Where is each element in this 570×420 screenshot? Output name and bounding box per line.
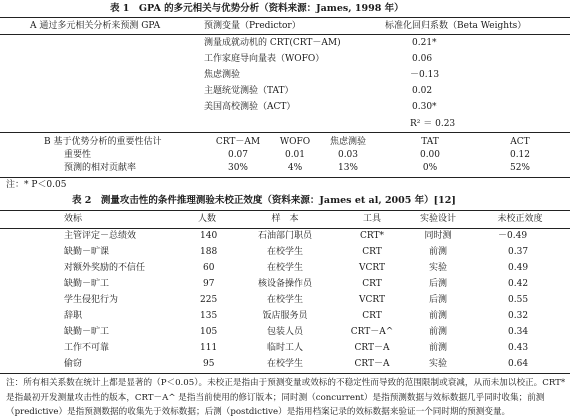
b-cell: 52% — [509, 163, 530, 173]
cell-instrument: VCRT — [358, 263, 385, 273]
b-cell: 4% — [287, 163, 303, 173]
b-cell: 0.03 — [337, 150, 359, 160]
col-header-sample: 样 本 — [271, 214, 299, 224]
cell-sample: 石油部门职员 — [257, 231, 312, 241]
cell-instrument: VCRT — [358, 295, 385, 305]
cell-validity: 0.37 — [508, 247, 529, 257]
cell-instrument: CRT — [362, 247, 382, 257]
beta-value: 0.21* — [412, 38, 437, 48]
cell-sample: 在校学生 — [266, 359, 303, 369]
col-header-criterion: 效标 — [64, 214, 83, 224]
section-b-label: B 基于优势分析的重要性估计 — [44, 137, 162, 147]
col-header-design: 实验设计 — [419, 214, 456, 224]
b-cell: 0% — [422, 163, 438, 173]
table2-note: 注：所有相关系数在统计上都是显著的（P＜0.05）。未校正是指由于预测变量或效标的不稳定性而导致的范围限制或衰减，从而未加以校正。CRT* 是指最初开发测量攻击性的版本，CRT－A^ 是指当前使用的修订版本；同时测（concurrent）是指预测数据与效标数据几乎同时收集；前测（predictive）是指预测数据的收集先于效标数据；后测（postdictive）是指用档案记录的效标数据来验证一个同时期的预测变量。 — [6, 378, 566, 417]
table2-title: 表 2 测量攻击性的条件推理测验未校正效度（资料来源：James et al, 2005 年）[12] — [72, 195, 456, 206]
predictor-label: 主题统觉测验（TAT） — [204, 86, 294, 96]
cell-n: 140 — [200, 231, 218, 241]
cell-criterion: 缺勤－旷工 — [64, 327, 110, 337]
cell-sample: 在校学生 — [266, 263, 303, 273]
cell-criterion: 对额外奖励的不信任 — [64, 263, 146, 273]
cell-validity: 0.55 — [508, 295, 529, 305]
cell-instrument: CRT — [362, 279, 382, 289]
cell-design: 前测 — [428, 247, 447, 257]
b-cell: 30% — [227, 163, 248, 173]
cell-n: 60 — [203, 263, 215, 273]
predictor-label: 测量成就动机的 CRT(CRT－AM) — [204, 38, 341, 48]
cell-n: 97 — [203, 279, 215, 289]
cell-validity: 0.64 — [508, 359, 529, 369]
cell-instrument: CRT — [362, 311, 382, 321]
table1-top-rule — [0, 17, 570, 18]
table1-header-left: A 通过多元相关分析来预测 GPA — [30, 21, 161, 31]
table1-header-predictor: 预测变量（Predictor） — [204, 21, 301, 31]
b-row-label: 预测的相对贡献率 — [64, 163, 137, 173]
cell-n: 188 — [200, 247, 218, 257]
b-cell: 0.12 — [509, 150, 531, 160]
cell-design: 前测 — [428, 327, 447, 337]
cell-instrument: CRT* — [359, 231, 384, 241]
cell-design: 同时测 — [424, 231, 452, 241]
b-cell: 0.00 — [419, 150, 441, 160]
cell-validity: 0.43 — [508, 343, 529, 353]
cell-criterion: 偷窃 — [64, 359, 83, 369]
b-row-label: 重要性 — [64, 150, 92, 160]
cell-validity: 0.42 — [508, 279, 529, 289]
col-header-instrument: 工具 — [362, 214, 381, 224]
cell-n: 111 — [200, 343, 218, 353]
cell-validity: 0.34 — [508, 327, 529, 337]
col-header-n: 人数 — [198, 214, 217, 224]
r-squared: R² ＝ 0.23 — [410, 119, 456, 129]
cell-sample: 在校学生 — [266, 247, 303, 257]
table1-section-rule — [0, 132, 570, 133]
cell-n: 135 — [200, 311, 218, 321]
beta-value: －0.13 — [410, 70, 440, 80]
predictor-label: 工作家庭导向量表（WOFO） — [204, 54, 325, 64]
table2-top-rule — [0, 210, 570, 211]
cell-n: 225 — [200, 295, 218, 305]
cell-design: 后测 — [428, 295, 447, 305]
cell-sample: 在校学生 — [266, 295, 303, 305]
table1-header-beta: 标准化回归系数（Beta Weights） — [385, 21, 527, 31]
cell-criterion: 工作不可靠 — [64, 343, 110, 353]
table1-note: 注：* P＜0.05 — [6, 180, 67, 190]
cell-criterion: 辞职 — [64, 311, 83, 321]
table1-header-rule — [0, 34, 570, 35]
table1-title: 表 1 GPA 的多元相关与优势分析（资料来源：James, 1998 年） — [110, 3, 404, 14]
predictor-label: 美国高校测验（ACT） — [204, 102, 296, 112]
beta-value: 0.06 — [412, 54, 433, 64]
b-cell: 0.01 — [284, 150, 306, 160]
cell-n: 105 — [200, 327, 218, 337]
table1-bottom-rule — [0, 177, 570, 178]
b-col-header: CRT－AM — [215, 137, 261, 147]
col-header-validity: 未校正效度 — [497, 214, 543, 224]
cell-criterion: 主管评定－总绩效 — [64, 231, 137, 241]
cell-n: 95 — [203, 359, 215, 369]
cell-instrument: CRT－A — [354, 359, 390, 369]
predictor-label: 焦虑测验 — [204, 70, 241, 80]
beta-value: 0.02 — [412, 86, 433, 96]
beta-value: 0.30* — [412, 102, 437, 112]
cell-design: 后测 — [428, 279, 447, 289]
b-cell: 13% — [337, 163, 358, 173]
cell-instrument: CRT－A — [354, 343, 390, 353]
cell-sample: 临时工人 — [266, 343, 303, 353]
b-col-header: ACT — [510, 137, 530, 147]
cell-validity: 0.32 — [508, 311, 529, 321]
b-col-header: 焦虑测验 — [329, 137, 366, 147]
cell-criterion: 学生侵犯行为 — [64, 295, 119, 305]
cell-design: 前测 — [428, 343, 447, 353]
cell-sample: 饭店服务员 — [262, 311, 308, 321]
cell-sample: 包装人员 — [266, 327, 303, 337]
table2-header-rule — [0, 228, 570, 229]
cell-instrument: CRT－A^ — [350, 327, 394, 337]
cell-design: 实验 — [428, 263, 447, 273]
cell-criterion: 缺勤－旷工 — [64, 279, 110, 289]
b-cell: 0.07 — [227, 150, 249, 160]
cell-design: 前测 — [428, 311, 447, 321]
table2-bottom-rule — [0, 373, 570, 374]
b-col-header: TAT — [421, 137, 439, 147]
cell-sample: 核设备操作员 — [257, 279, 312, 289]
cell-validity: －0.49 — [498, 231, 528, 241]
cell-design: 实验 — [428, 359, 447, 369]
cell-validity: 0.49 — [508, 263, 529, 273]
b-col-header: WOFO — [279, 137, 311, 147]
cell-criterion: 缺勤－旷课 — [64, 247, 110, 257]
